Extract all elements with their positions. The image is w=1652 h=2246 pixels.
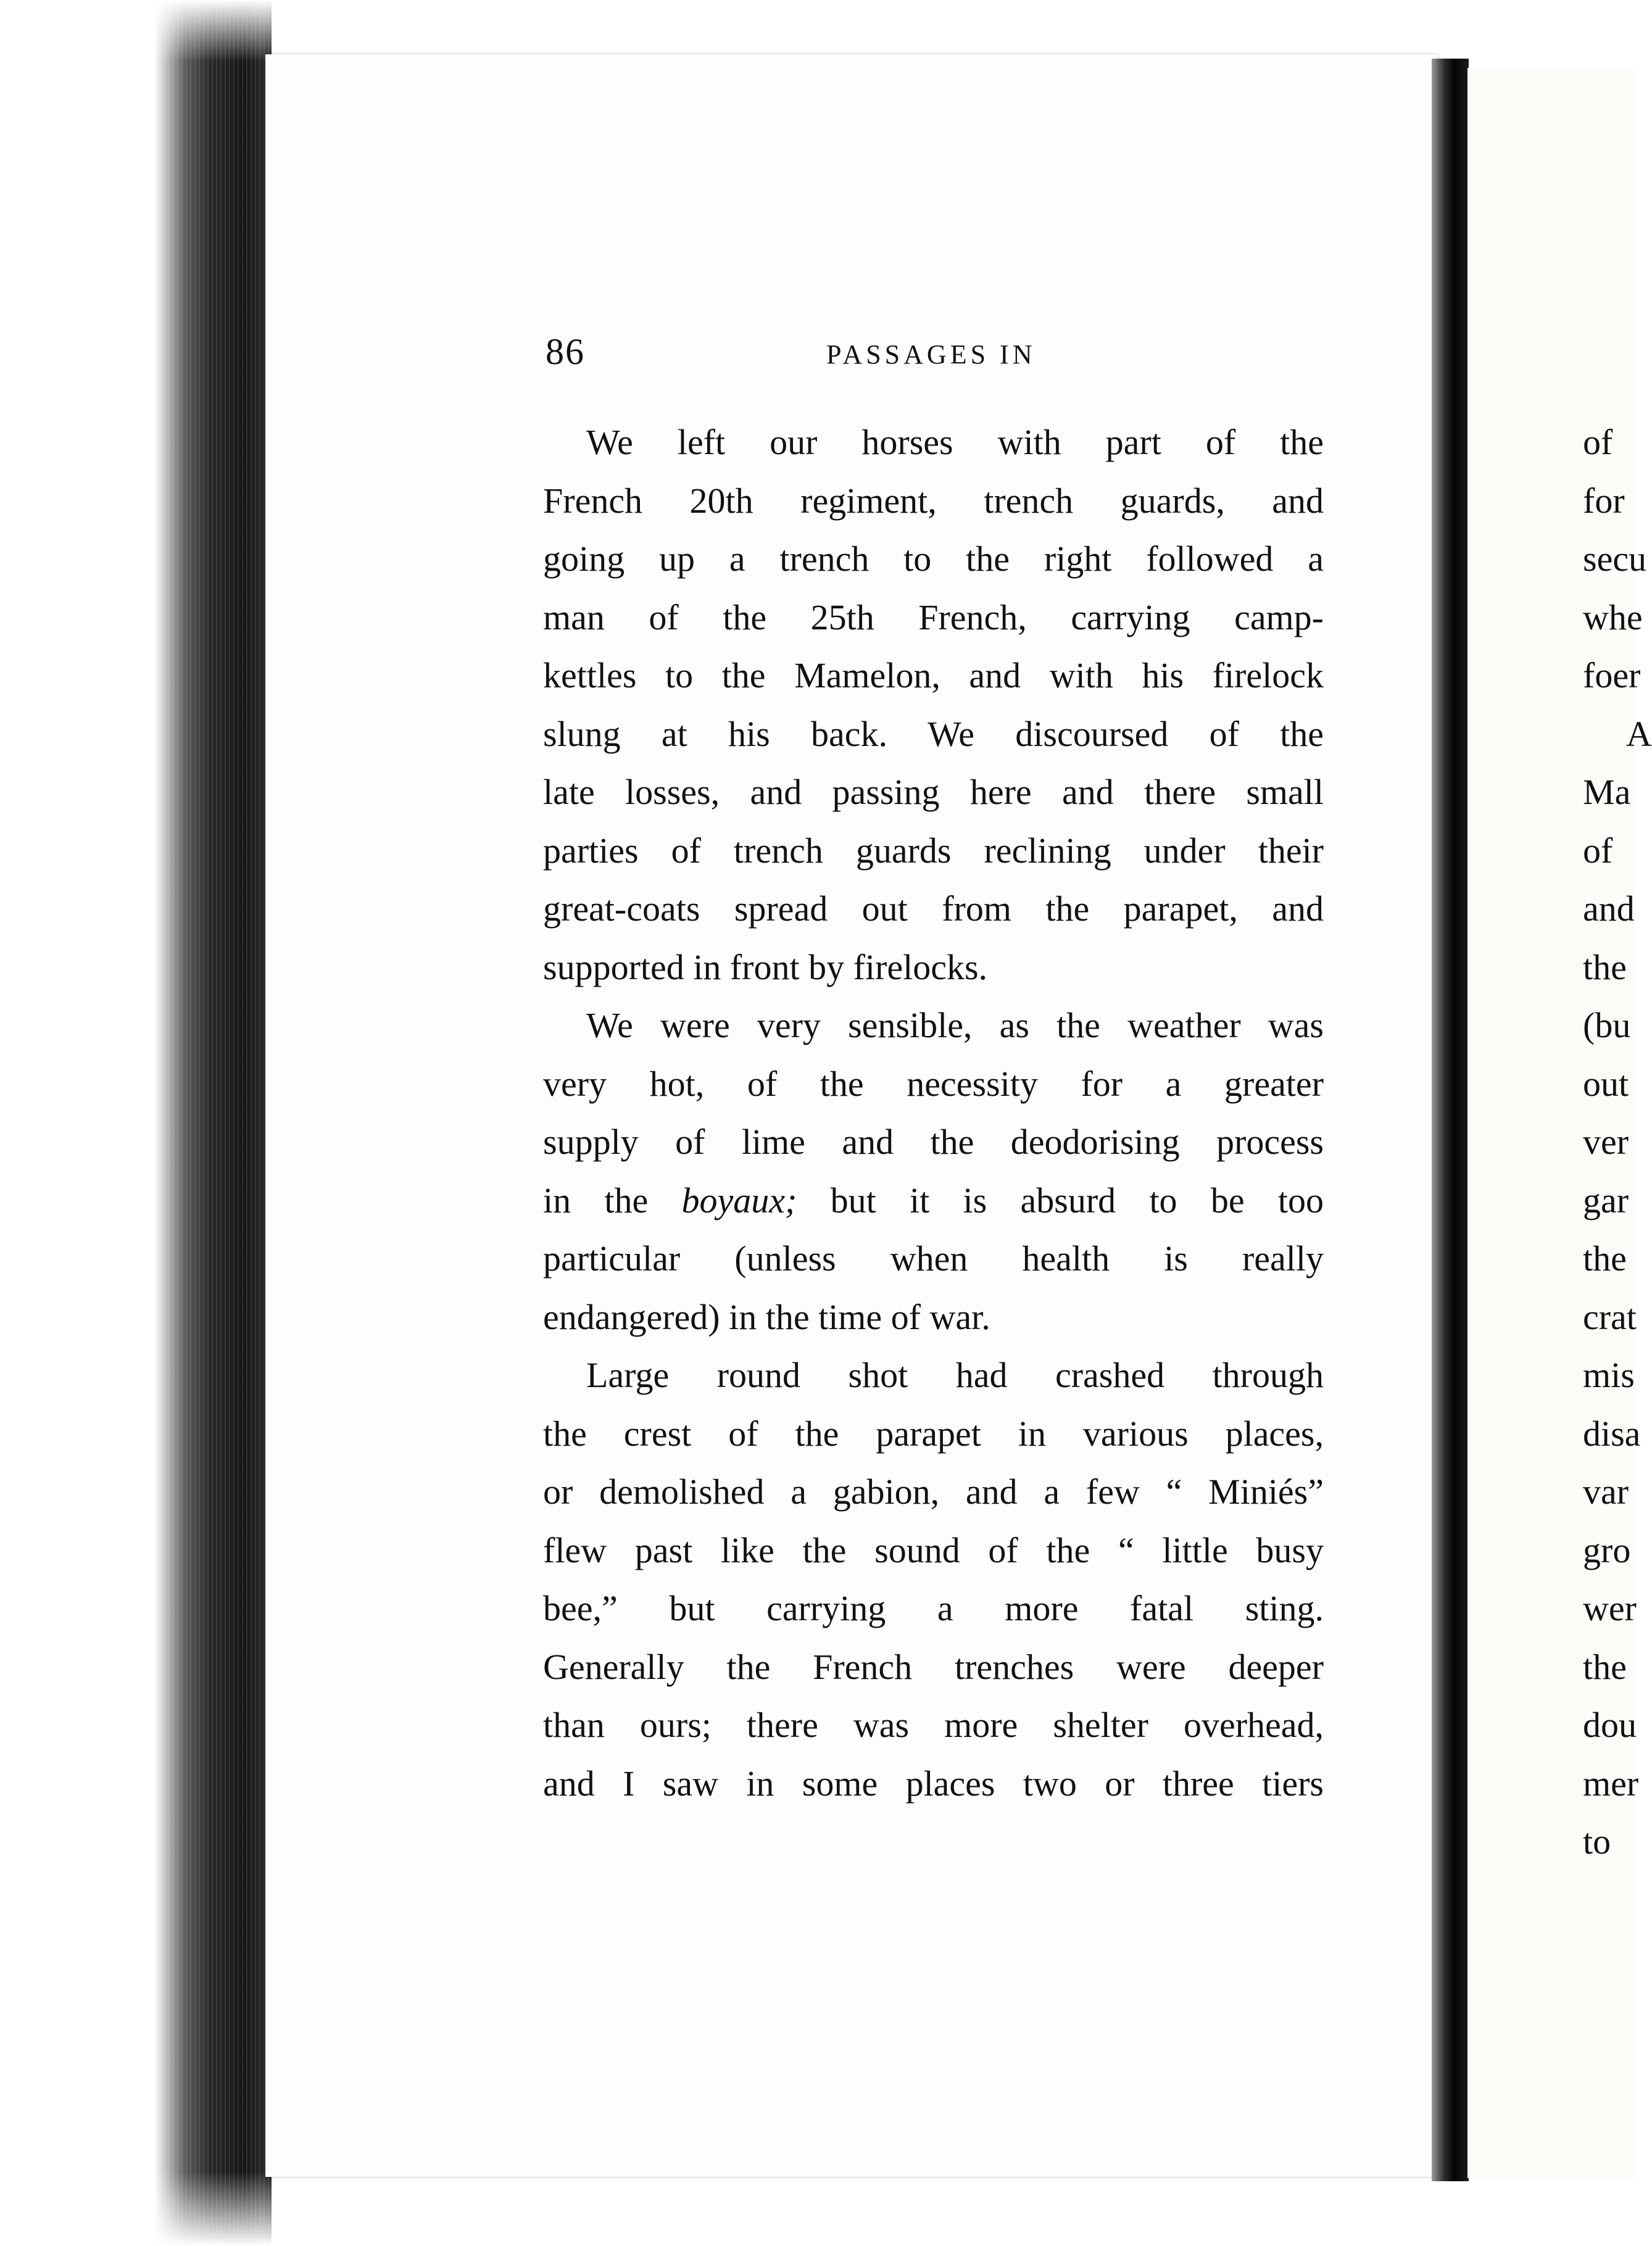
text-line: Generally the French trenches were deeper — [543, 1646, 1324, 1687]
facing-text-line: crat — [1583, 1296, 1637, 1337]
facing-text-line: whe — [1583, 597, 1643, 637]
running-head — [546, 330, 1323, 379]
text-line: great-coats spread out from the parapet, and — [543, 889, 1324, 929]
facing-text-line: and — [1583, 889, 1635, 929]
page-number: 86 — [546, 331, 585, 372]
body-text — [543, 413, 1324, 1813]
text-line: late losses, and passing here and there small — [543, 772, 1324, 812]
page-gutter — [1432, 59, 1469, 2181]
text-line: We left our horses with part of the — [586, 422, 1324, 462]
text-line: and I saw in some places two or three tiers — [543, 1763, 1324, 1804]
book-binding-edge — [0, 0, 272, 2246]
italic-word: boyaux; — [681, 1180, 797, 1220]
text-line: going up a trench to the right followed a — [543, 539, 1324, 579]
facing-text-line: mer — [1583, 1763, 1639, 1804]
facing-text-line: to — [1583, 1821, 1611, 1862]
text-line: parties of trench guards reclining under their — [543, 830, 1324, 871]
facing-text-line: of — [1583, 830, 1613, 871]
facing-text-line: for — [1583, 480, 1625, 521]
text-line: kettles to the Mamelon, and with his firelock — [543, 655, 1324, 695]
text-line: in the boyaux; but it is absurd to be too — [543, 1180, 1324, 1220]
facing-text-line: out — [1583, 1063, 1629, 1104]
text-line: very hot, of the necessity for a greater — [543, 1063, 1324, 1104]
facing-text-line: dou — [1583, 1705, 1637, 1745]
text-line: flew past like the sound of the “ little busy — [543, 1530, 1324, 1570]
text-line: man of the 25th French, carrying camp- — [543, 597, 1324, 637]
facing-text-line: ver — [1583, 1122, 1629, 1162]
text-line: endangered) in the time of war. — [543, 1296, 990, 1337]
running-head-title: PASSAGES IN — [826, 339, 1036, 370]
facing-text-line: the — [1583, 1238, 1627, 1278]
text-line: bee,” but carrying a more fatal sting. — [543, 1588, 1324, 1628]
binding-edge-fade-top — [154, 0, 272, 62]
text-line: particular (unless when health is really — [543, 1238, 1324, 1278]
facing-text-line: var — [1583, 1472, 1629, 1512]
facing-text-line: gro — [1583, 1530, 1631, 1570]
facing-text-line: gar — [1583, 1180, 1629, 1220]
facing-text-line: A — [1626, 713, 1652, 754]
facing-text-line: mis — [1583, 1355, 1635, 1395]
text-line: supported in front by firelocks. — [543, 947, 988, 987]
facing-text-line: foer — [1583, 655, 1641, 695]
facing-text-line: Ma — [1583, 772, 1631, 812]
text-line: than ours; there was more shelter overhead, — [543, 1705, 1324, 1745]
text-line: the crest of the parapet in various places, — [543, 1413, 1324, 1454]
binding-edge-fade-bottom — [154, 2172, 272, 2246]
facing-text-line: the — [1583, 1646, 1627, 1687]
text-line: or demolished a gabion, and a few “ Miniés” — [543, 1472, 1324, 1512]
text-line: French 20th regiment, trench guards, and — [543, 480, 1324, 521]
text-line: supply of lime and the deodorising process — [543, 1122, 1324, 1162]
facing-text-line: of — [1583, 422, 1613, 462]
facing-page-text — [1583, 413, 1652, 1871]
facing-text-line: (bu — [1583, 1005, 1631, 1045]
text-line: We were very sensible, as the weather was — [586, 1005, 1324, 1045]
facing-text-line: wer — [1583, 1588, 1637, 1628]
facing-text-line: secu — [1583, 539, 1647, 579]
facing-text-line: the — [1583, 947, 1627, 987]
text-line: Large round shot had crashed through — [586, 1355, 1324, 1395]
facing-text-line: disa — [1583, 1413, 1641, 1454]
text-line: slung at his back. We discoursed of the — [543, 713, 1324, 754]
